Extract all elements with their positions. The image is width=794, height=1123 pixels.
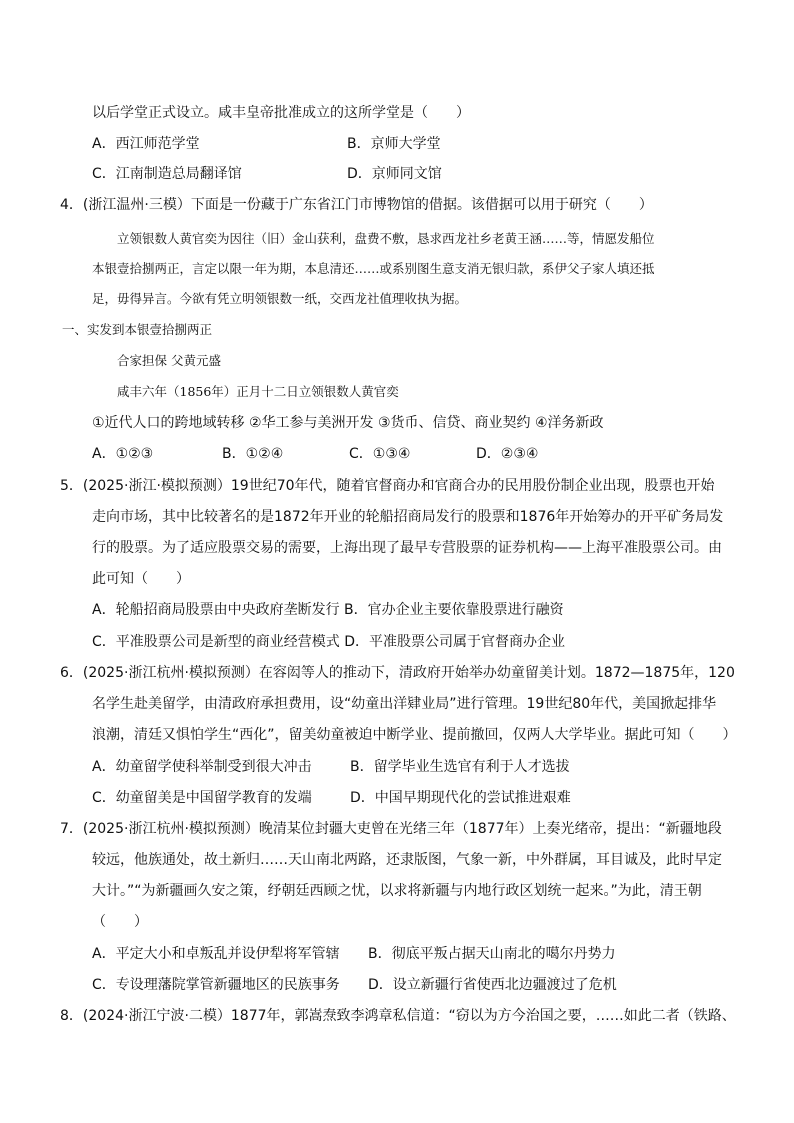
q6-line: 浪潮，清廷又惧怕学生“西化”，留美幼童被迫中断学业、提前撤回，仅两人大学毕业。据此可知（ ）	[92, 727, 737, 743]
q4-items: ①近代人口的跨地域转移 ②华工参与美洲开发 ③货币、信贷、商业契约 ④洋务新政	[92, 415, 604, 431]
q5-options-cd: C．平准股票公司是新型的商业经营模式 D．平准股票公司属于官督商办企业	[92, 634, 566, 650]
q7-option-b: B．彻底平叛占据天山南北的噶尔丹势力	[368, 946, 616, 962]
q4-document-line: 足，毋得异言。今欲有凭立明领银数一纸，交西龙社值理收执为据。	[92, 291, 468, 306]
q6-line: 名学生赴美留学，由清政府承担费用，设“幼童出洋肄业局”进行管理。19世纪80年代，美国掀起排华	[92, 696, 717, 712]
q7-option-c: C．专设理藩院掌管新疆地区的民族事务	[92, 977, 340, 993]
q3-option-b: B．京师大学堂	[347, 136, 441, 152]
q4-document-line: 咸丰六年（1856年）正月十二日立领银数人黄官奕	[117, 384, 399, 399]
q4-document-line: 一、实发到本银壹拾捌两正	[62, 322, 213, 337]
q5-options-ab: A．轮船招商局股票由中央政府垄断发行 B．官办企业主要依靠股票进行融资	[92, 602, 564, 618]
q3-option-a: A．西江师范学堂	[92, 136, 200, 152]
q5-line: 此可知（ ）	[92, 571, 190, 587]
q5-line: 5．(2025·浙江·模拟预测）19世纪70年代，随着官督商办和官商合办的民用股份制企业出现，股票也开始	[60, 478, 715, 494]
q8-line: 8．(2024·浙江宁波·二模）1877年，郭嵩焘致李鸿章私信道：“窃以为方今治国之要，……如此二者（铁路、	[60, 1008, 736, 1024]
q4-option-d: D．②③④	[476, 446, 539, 462]
q3-option-d: D．京师同文馆	[347, 166, 442, 182]
q6-option-c: C．幼童留美是中国留学教育的发端	[92, 790, 312, 806]
q4-document-line: 本银壹拾捌两正，言定以限一年为期，本息清还……或系别图生意支消无银归款，系伊父子家人填还抵	[92, 261, 655, 276]
q4-document-line: 立领银数人黄官奕为因往（旧）金山获利，盘费不敷，恳求西龙社乡老黄王涵……等，情愿发船位	[117, 231, 655, 246]
q6-option-b: B．留学毕业生选官有利于人才选拔	[350, 759, 570, 775]
q6-option-d: D．中国早期现代化的尝试推进艰难	[350, 790, 571, 806]
q7-option-d: D．设立新疆行省使西北边疆渡过了危机	[368, 977, 617, 993]
q6-line: 6．(2025·浙江杭州·模拟预测）在容闳等人的推动下，清政府开始举办幼童留美计划。1872—1875年，120	[60, 665, 735, 681]
q5-line: 行的股票。为了适应股票交易的需要，上海出现了最早专营股票的证券机构——上海平准股票公司。由	[92, 540, 722, 556]
q4-option-b: B．①②④	[222, 446, 284, 462]
q7-line: 大计。”“为新疆画久安之策，纾朝廷西顾之忧，以求将新疆与内地行政区划统一起来。”为此，清王朝	[92, 883, 702, 899]
q7-line: 7．(2025·浙江杭州·模拟预测）晚清某位封疆大吏曾在光绪三年（1877年）上奏光绪帝，提出：“新疆地段	[60, 821, 722, 837]
q7-line: （ ）	[92, 914, 148, 930]
q4-option-a: A．①②③	[92, 446, 154, 462]
q4-document-line: 合家担保 父黄元盛	[117, 353, 221, 368]
q4-option-c: C．①③④	[349, 446, 411, 462]
q5-line: 走向市场，其中比较著名的是1872年开业的轮船招商局发行的股票和1876年开始筹办的开平矿务局发	[92, 509, 724, 525]
q6-option-a: A．幼童留学使科举制受到很大冲击	[92, 759, 312, 775]
q7-option-a: A．平定大小和卓叛乱并设伊犁将军管辖	[92, 946, 340, 962]
q3-stem-tail: 以后学堂正式设立。咸丰皇帝批准成立的这所学堂是（ ）	[92, 105, 470, 121]
q3-option-c: C．江南制造总局翻译馆	[92, 166, 242, 182]
q7-line: 较远，他族通处，故土新归……天山南北两路，还隶版图，气象一新，中外群属，耳目诚及，此时早定	[92, 852, 722, 868]
q4-stem: 4．(浙江温州·三模）下面是一份藏于广东省江门市博物馆的借据。该借据可以用于研究（ ）	[60, 197, 653, 213]
